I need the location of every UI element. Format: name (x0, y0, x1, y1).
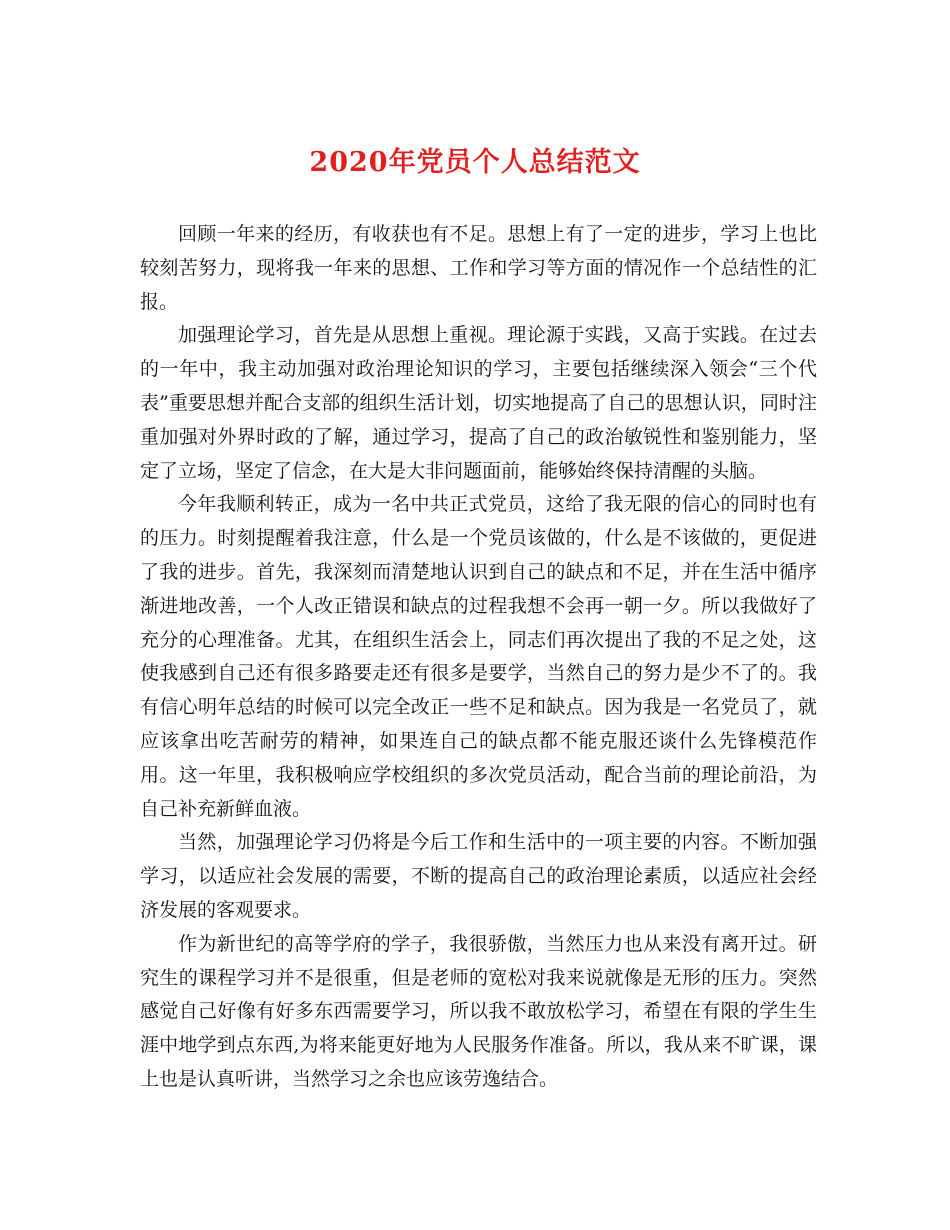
document-title: 2020年党员个人总结范文 (309, 147, 641, 178)
paragraph-4: 当然，加强理论学习仍将是今后工作和生活中的一项主要的内容。不断加强学习，以适应社会发展的需要，不断的提高自己的政治理论素质，以适应社会经济发展的客观要求。 (140, 831, 817, 921)
paragraph-2: 加强理论学习，首先是从思想上重视。理论源于实践，又高于实践。在过去的一年中，我主动加强对政治理论知识的学习，主要包括继续深入领会“三个代表”重要思想并配合支部的组织生活计划，切实地提高了自己的思想认识，同时注重加强对外界时政的了解，通过学习，提高了自己的政治敏锐性和鉴别能力，坚定了立场，坚定了信念，在大是大非问题面前，能够始终保持清醒的头脑。 (140, 324, 817, 482)
document-body (140, 218, 817, 1097)
paragraph-5: 作为新世纪的高等学府的学子，我很骄傲，当然压力也从来没有离开过。研究生的课程学习并不是很重，但是老师的宽松对我来说就像是无形的压力。突然感觉自己好像有好多东西需要学习，所以我不敢放松学习，希望在有限的学生生涯中地学到点东西,为将来能更好地为人民服务作准备。所以，我从来不旷课，课上也是认真听讲，当然学习之余也应该劳逸结合。 (140, 932, 817, 1090)
paragraph-1: 回顾一年来的经历，有收获也有不足。思想上有了一定的进步，学习上也比较刻苦努力，现将我一年来的思想、工作和学习等方面的情况作一个总结性的汇报。 (140, 223, 817, 313)
paragraph-3: 今年我顺利转正，成为一名中共正式党员，这给了我无限的信心的同时也有的压力。时刻提醒着我注意，什么是一个党员该做的，什么是不该做的，更促进了我的进步。首先，我深刻而清楚地认识到自己的缺点和不足，并在生活中循序渐进地改善，一个人改正错误和缺点的过程我想不会再一朝一夕。所以我做好了充分的心理准备。尤其，在组织生活会上，同志们再次提出了我的不足之处，这使我感到自己还有很多路要走还有很多是要学，当然自己的努力是少不了的。我有信心明年总结的时候可以完全改正一些不足和缺点。因为我是一名党员了，就应该拿出吃苦耐劳的精神，如果连自己的缺点都不能克服还谈什么先锋模范作用。这一年里，我积极响应学校组织的多次党员活动，配合当前的理论前沿，为自己补充新鲜血液。 (140, 493, 817, 820)
